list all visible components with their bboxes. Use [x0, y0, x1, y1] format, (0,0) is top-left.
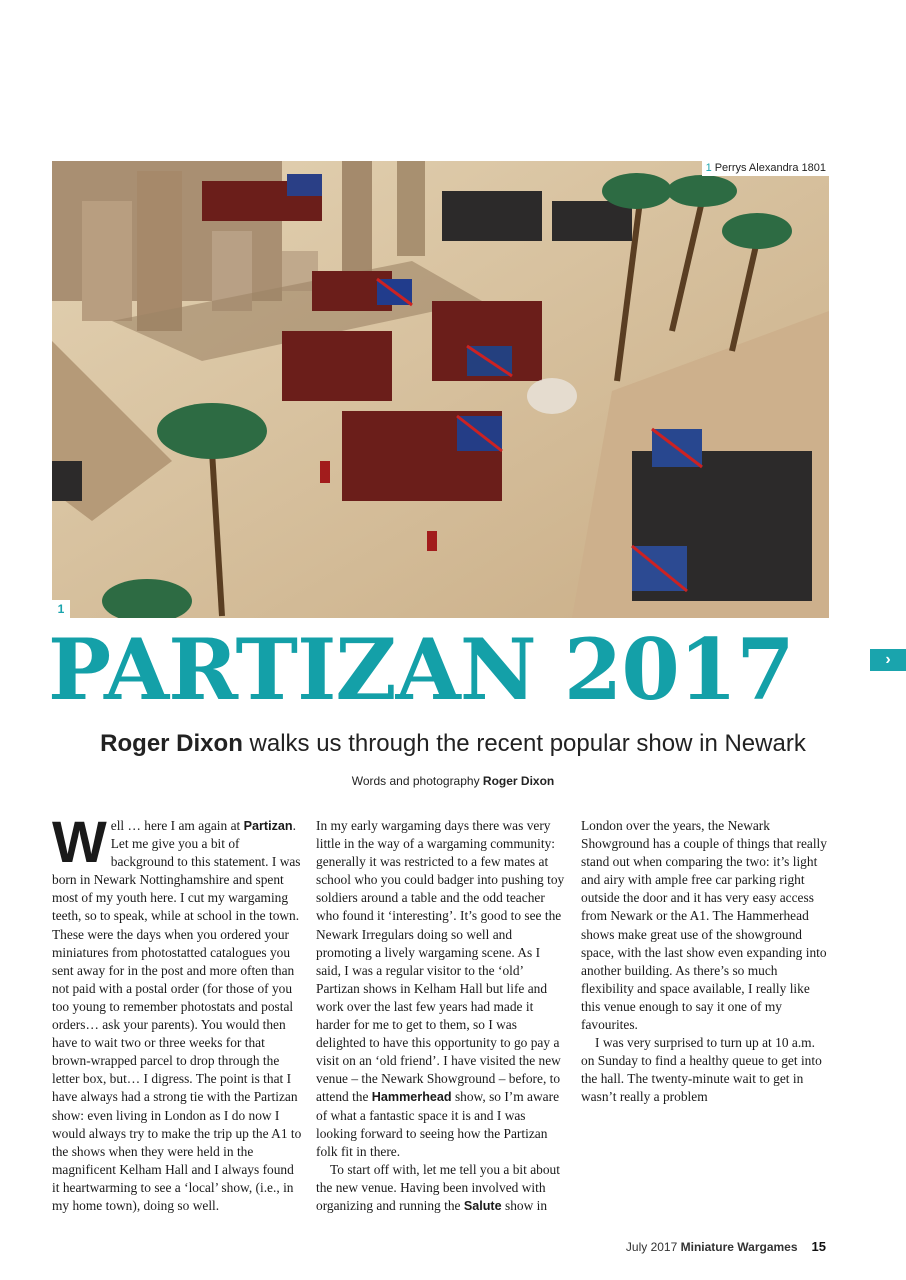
- page-footer: [626, 1239, 826, 1254]
- photo-credit: [0, 774, 906, 788]
- photo-number-badge: 1: [52, 600, 70, 618]
- caption-text: Perrys Alexandra 1801: [714, 162, 826, 174]
- page-number: 15: [811, 1239, 826, 1254]
- next-page-tab[interactable]: ›: [870, 649, 906, 671]
- body-column-2: [316, 817, 566, 1215]
- standfirst: [0, 730, 906, 758]
- caption-number: 1: [705, 162, 712, 174]
- photo-caption: [702, 161, 829, 176]
- paragraph-4: I was very surprised to turn up at 10 a.m. on Sunday to find a healthy queue to get into the hall. The twenty-minute wait to get in wasn’t really a problem: [581, 1035, 822, 1105]
- standfirst-text: walks us through the recent popular show in Newark: [242, 730, 806, 757]
- credit-author: Roger Dixon: [482, 774, 555, 788]
- credit-prefix: Words and photography: [351, 774, 483, 788]
- paragraph-1: Well … here I am again at Partizan. Let me give you a bit of background to this statement. I was born in Newark Nottinghamshire and spent most of my youth here. I cut my wargaming teeth, so to speak, while at school in the town. These were the days when you ordered your miniatures from photostatted catalogues you sent away for in the post and more often than not paid with a postal order (for those of you too young to remember photostats and postal orders… ask your parents). You would then have to wait two or three weeks for that brown-wrapped parcel to drop through the letter box, but… I digress. The point is that I have always had a strong tie with the Partizan show: even living in London as I do now I would always try to make the trip up the A1 to the shows when they were held in the magnificent Kelham Hall and I always found it heartwarming to see a ‘local’ show, (i.e., in my home town), doing so well.: [52, 810, 302, 1213]
- wargame-table-image: [52, 161, 829, 618]
- paragraph-3: London over the years, the Newark Showground has a couple of things that really stand out when comparing the two: it’s light and airy with ample free car parking right outside the door and it has very easy access from Newark or the A1. The Hammerhead shows make great use of the showground space, with the last show even expanding into another building. As there’s so much flexibility and space available, I really like this venue enough to say it one of my favourites.: [581, 818, 827, 1033]
- magazine-name: Miniature Wargames: [680, 1240, 798, 1254]
- paragraph-2: In my early wargaming days there was very little in the way of a wargaming community: generally it was restricted to a few mates at school who you could badger into pushing toy soldiers around a table and the odd teacher who found it ‘interesting’. It’s good to see the Newark Irregulars doing so well and promoting a lively wargaming scene. As I said, I was a regular visitor to the ‘old’ Partizan shows in Kelham Hall but life and work over the last few years had made it harder for me to get to them, so I was delighted to have this opportunity to go pay a visit on an ‘old friend’. I have visited the new venue – the Newark Showground – before, to attend the Hammerhead show, so I’m aware of what a fantastic space it is and I was looking forward to seeing how the Partizan folk fit in there.: [316, 818, 565, 1159]
- paragraph-3: To start off with, let me tell you a bit about the new venue. Having been involved with organizing and running the Salute show in: [316, 1161, 560, 1213]
- hero-photo: [52, 161, 829, 618]
- drop-cap: W: [52, 810, 107, 875]
- body-column-3: [581, 817, 831, 1107]
- standfirst-author: Roger Dixon: [100, 730, 243, 757]
- body-column-1: [52, 810, 302, 1215]
- article-title: PARTIZAN 2017: [48, 620, 794, 719]
- issue-date: July 2017: [625, 1240, 681, 1254]
